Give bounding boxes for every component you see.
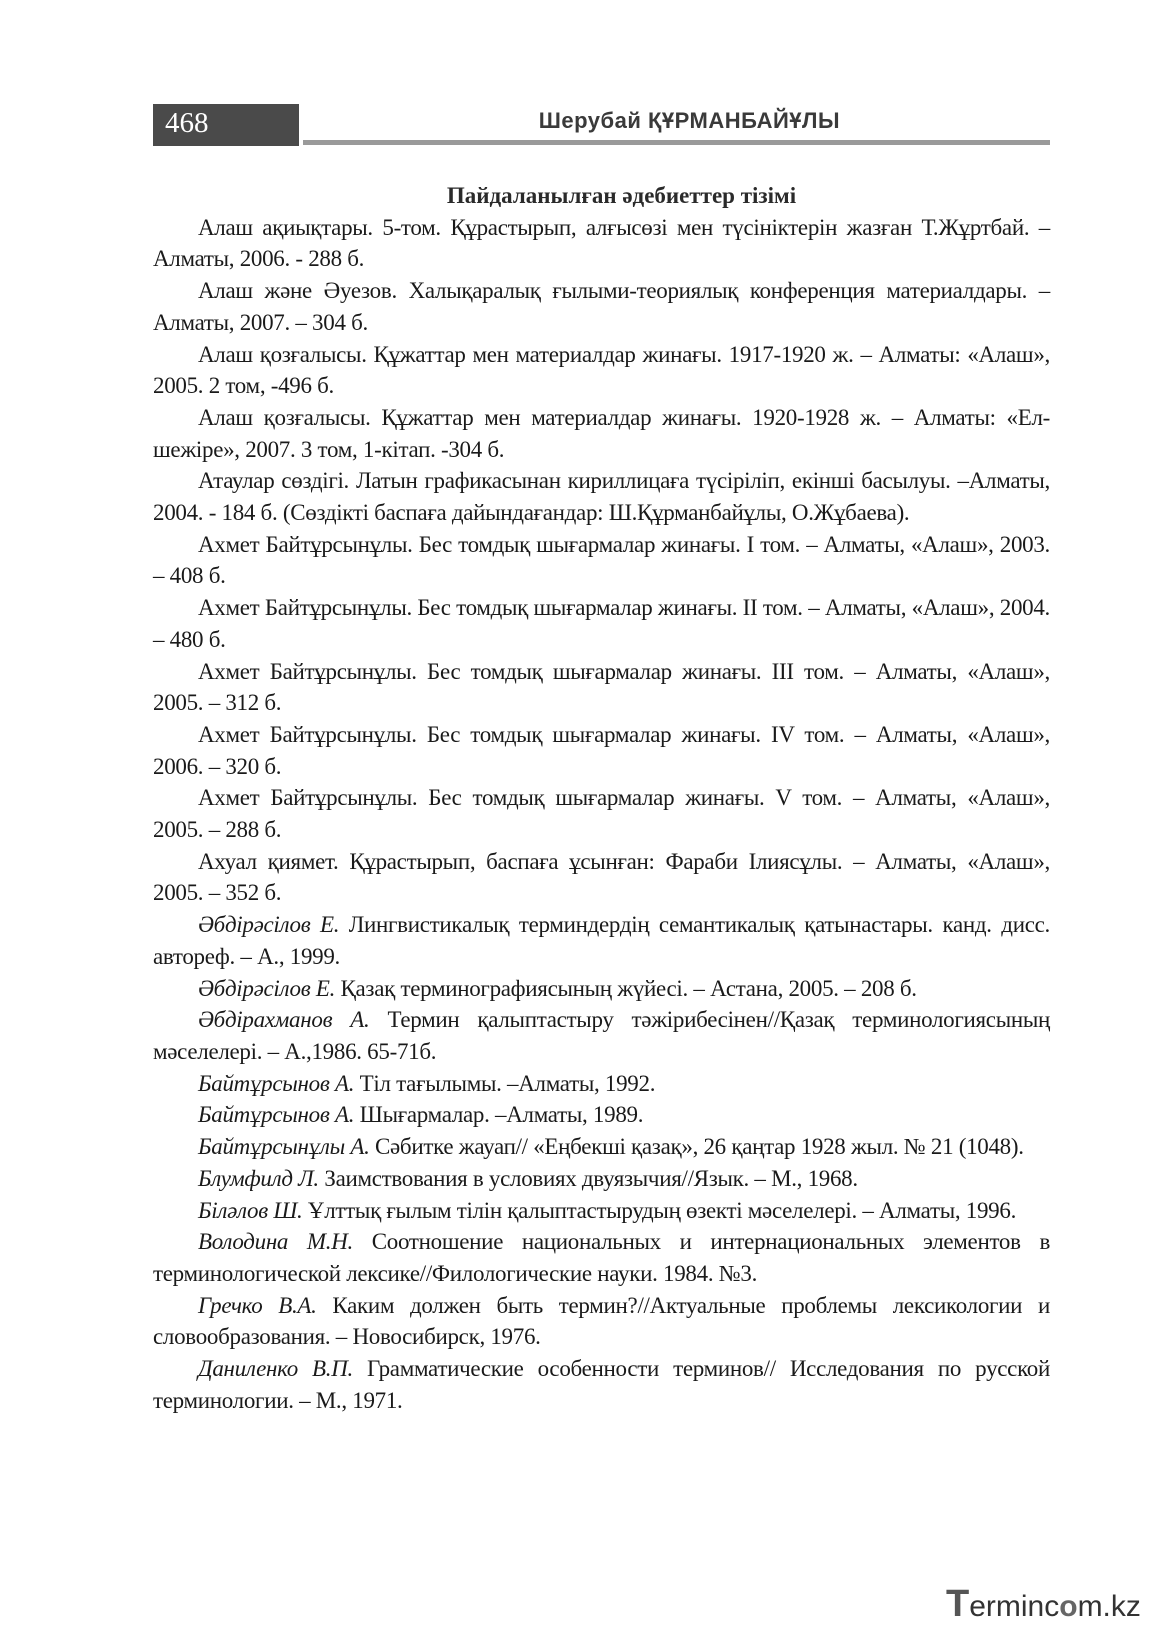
entry-text: Алаш қозғалысы. Құжаттар мен материалдар жинағы. 1920-1928 ж. – Алматы: «Ел-шежіре», 2007. 3 том, 1-кітап. -304 б. — [153, 404, 1050, 462]
entry-text: Алаш қозғалысы. Құжаттар мен материалдар жинағы. 1917-1920 ж. – Алматы: «Алаш», 2005. 2 том, -496 б. — [153, 341, 1050, 399]
entry-text: Ахмет Байтұрсынұлы. Бес томдық шығармалар жинағы. II том. – Алматы, «Алаш», 2004. – 480 б. — [153, 595, 1050, 652]
bibliography-entry — [153, 402, 1050, 465]
page-number-box — [153, 104, 299, 146]
entry-text: Ахмет Байтұрсынұлы. Бес томдық шығармалар жинағы. I том. – Алматы, «Алаш», 2003. – 408 б. — [153, 531, 1050, 589]
entry-author: Даниленко В.П. — [198, 1356, 353, 1382]
watermark-text-1: erminc — [969, 1590, 1060, 1623]
bibliography-entry — [153, 1068, 1050, 1100]
page-header — [153, 104, 1050, 146]
bibliography-entry — [153, 782, 1050, 845]
header-rule — [303, 140, 1050, 145]
page-number: 468 — [165, 107, 209, 139]
bibliography-entry — [153, 529, 1050, 592]
entry-text: Сәбитке жауап// «Еңбекші қазақ», 26 қаңтар 1928 жыл. № 21 (1048). — [369, 1134, 1024, 1160]
bibliography-entry — [153, 1226, 1050, 1289]
section-title: Пайдаланылған әдебиеттер тізімі — [446, 183, 797, 208]
bibliography-entry — [153, 656, 1050, 719]
running-title: Шерубай ҚҰРМАНБАЙҰЛЫ — [538, 108, 840, 133]
entry-text: Тіл тағылымы. –Алматы, 1992. — [354, 1070, 656, 1096]
watermark-text-2: m.kz — [1077, 1590, 1141, 1623]
entry-author: Байтұрсынов А. — [198, 1102, 355, 1128]
entry-text: Термин қалыптастыру тәжірибесінен//Қазақ терминологиясының мәселелері. – А.,1986. 65-71б. — [153, 1007, 1051, 1064]
entry-author: Блумфилд Л. — [198, 1165, 319, 1191]
bibliography — [153, 180, 1050, 1416]
entry-text: Лингвистикалық терминдердің семантикалық қатынастары. канд. дисс. автореф. – А., 1999. — [153, 912, 1050, 969]
entry-author: Гречко В.А. — [198, 1292, 317, 1318]
entry-text: Алаш ақиықтары. 5-том. Құрастырып, алғысөзі мен түсініктерін жазған Т.Жұртбай. – Алматы, 2006. - 288 б. — [153, 214, 1050, 272]
entry-text: Ахмет Байтұрсынұлы. Бес томдық шығармалар жинағы. IV том. – Алматы, «Алаш», 2006. – 320 б. — [153, 721, 1050, 779]
bibliography-entry — [153, 1163, 1050, 1195]
entry-text: Ахмет Байтұрсынұлы. Бес томдық шығармалар жинағы. III том. – Алматы, «Алаш», 2005. – 312 б. — [153, 658, 1050, 716]
bibliography-entry — [153, 1195, 1050, 1227]
entry-author: Володина М.Н. — [198, 1229, 353, 1255]
bibliography-entry — [153, 1353, 1050, 1416]
entry-text: Каким должен быть термин?//Актуальные проблемы лексикологии и словообразования. – Новосибирск, 1976. — [153, 1292, 1050, 1350]
entry-text: Заимствования в условиях двуязычия//Язык. – М., 1968. — [318, 1165, 858, 1191]
watermark-logo-letter: T — [946, 1583, 970, 1625]
bibliography-entry — [153, 592, 1050, 655]
entry-author: Әбдірахманов А. — [198, 1007, 370, 1033]
bibliography-entry — [153, 339, 1050, 402]
entry-text: Ахмет Байтұрсынұлы. Бес томдық шығармалар жинағы. V том. – Алматы, «Алаш», 2005. – 288 б. — [153, 785, 1050, 843]
bibliography-entry — [153, 846, 1050, 909]
bibliography-entry — [153, 1131, 1050, 1163]
bibliography-entry — [153, 909, 1050, 972]
entry-text: Ұлттық ғылым тілін қалыптастырудың өзекті мәселелері. – Алматы, 1996. — [302, 1197, 1017, 1223]
bibliography-entry — [153, 212, 1050, 275]
watermark-logo-o: o — [1059, 1590, 1078, 1623]
bibliography-entry — [153, 1290, 1050, 1353]
entry-text: Атаулар сөздігі. Латын графикасынан кириллицаға түсіріліп, екінші басылуы. –Алматы, 2004. - 184 б. (Сөздікті баспаға дайындағандар: Ш.Құрманбайұлы, О.Жұбаева). — [153, 468, 1050, 526]
entry-text: Қазақ терминографиясының жүйесі. – Астана, 2005. – 208 б. — [335, 975, 917, 1001]
entry-author: Байтұрсынов А. — [198, 1070, 355, 1096]
bibliography-entry — [153, 1004, 1050, 1067]
site-watermark — [946, 1583, 1146, 1623]
entry-author: Байтұрсынұлы А. — [198, 1134, 370, 1160]
entry-author: Біләлов Ш. — [198, 1197, 303, 1223]
entry-text: Шығармалар. –Алматы, 1989. — [354, 1102, 644, 1128]
bibliography-entry — [153, 1099, 1050, 1131]
entry-author: Әбдірәсілов Е. — [198, 912, 340, 938]
bibliography-entry — [153, 973, 1050, 1005]
entry-text: Ахуал қиямет. Құрастырып, баспаға ұсынған: Фараби Ілиясұлы. – Алматы, «Алаш», 2005. – 352 б. — [153, 848, 1050, 906]
entry-text: Алаш және Әуезов. Халықаралық ғылыми-теориялық конференция материалдары. – Алматы, 2007. – 304 б. — [153, 278, 1050, 335]
entry-author: Әбдірәсілов Е. — [198, 975, 336, 1001]
bibliography-entry — [153, 465, 1050, 528]
entry-text: Грамматические особенности терминов// Исследования по русской терминологии. – М., 1971. — [153, 1356, 1051, 1413]
bibliography-entry — [153, 275, 1050, 338]
bibliography-entry — [153, 719, 1050, 782]
entry-text: Соотношение национальных и интернациональных элементов в терминологической лексике//Филологические науки. 1984. №3. — [153, 1229, 1051, 1286]
bibliography-list — [153, 212, 1050, 1417]
